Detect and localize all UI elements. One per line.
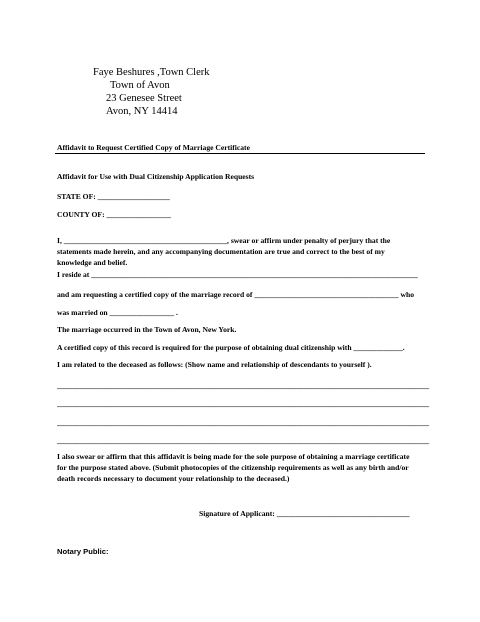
- requesting-field[interactable]: and am requesting a certified copy of the marriage record of ______________________________________ who: [57, 290, 415, 299]
- clerk-name: Faye Beshures ,Town Clerk: [93, 67, 210, 78]
- swear-line-1[interactable]: I, ___________________________________________, swear or affirm under penalty of perjury that the: [57, 236, 391, 245]
- citizenship-field[interactable]: A certified copy of this record is required for the purpose of obtaining dual citizenship with _____________.: [57, 343, 405, 352]
- also-swear-line-2: for the purpose stated above. (Submit photocopies of the citizenship requirements as well as any birth and/or: [57, 463, 409, 472]
- married-on-field[interactable]: was married on _________________ .: [57, 308, 178, 317]
- state-field[interactable]: STATE OF: ___________________: [57, 192, 170, 201]
- also-swear-line-3: death records necessary to document your relationship to the deceased.): [57, 474, 290, 483]
- relationship-blank-line[interactable]: __________________________________________________________________________________________________: [57, 381, 430, 390]
- notary-label: Notary Public:: [57, 547, 109, 556]
- signature-field[interactable]: Signature of Applicant: ___________________________________: [199, 509, 410, 518]
- relationship-blank-line[interactable]: __________________________________________________________________________________________________: [57, 418, 430, 427]
- marriage-location: The marriage occurred in the Town of Avon, New York.: [57, 325, 237, 334]
- county-field[interactable]: COUNTY OF: _________________: [57, 210, 172, 219]
- document-title: Affidavit to Request Certified Copy of Marriage Certificate: [57, 143, 250, 152]
- swear-line-2: statements made herein, and any accompanying documentation are true and correct to the best of my: [57, 247, 385, 256]
- document-subtitle: Affidavit for Use with Dual Citizenship Application Requests: [57, 172, 255, 181]
- relationship-instructions: I am related to the deceased as follows: (Show name and relationship of descendants to yourself ).: [57, 360, 372, 369]
- relationship-blank-line[interactable]: __________________________________________________________________________________________________: [57, 436, 430, 445]
- relationship-blank-line[interactable]: __________________________________________________________________________________________________: [57, 399, 430, 408]
- city-state-zip: Avon, NY 14414: [106, 106, 178, 117]
- reside-field[interactable]: I reside at ______________________________________________________________________________________: [57, 270, 418, 279]
- street-address: 23 Genesee Street: [106, 93, 182, 104]
- swear-line-3: knowledge and belief.: [57, 258, 128, 267]
- also-swear-line-1: I also swear or affirm that this affidavit is being made for the sole purpose of obtaining a marriage certificate: [57, 452, 410, 461]
- town-name: Town of Avon: [110, 80, 170, 91]
- title-rule: [55, 153, 425, 154]
